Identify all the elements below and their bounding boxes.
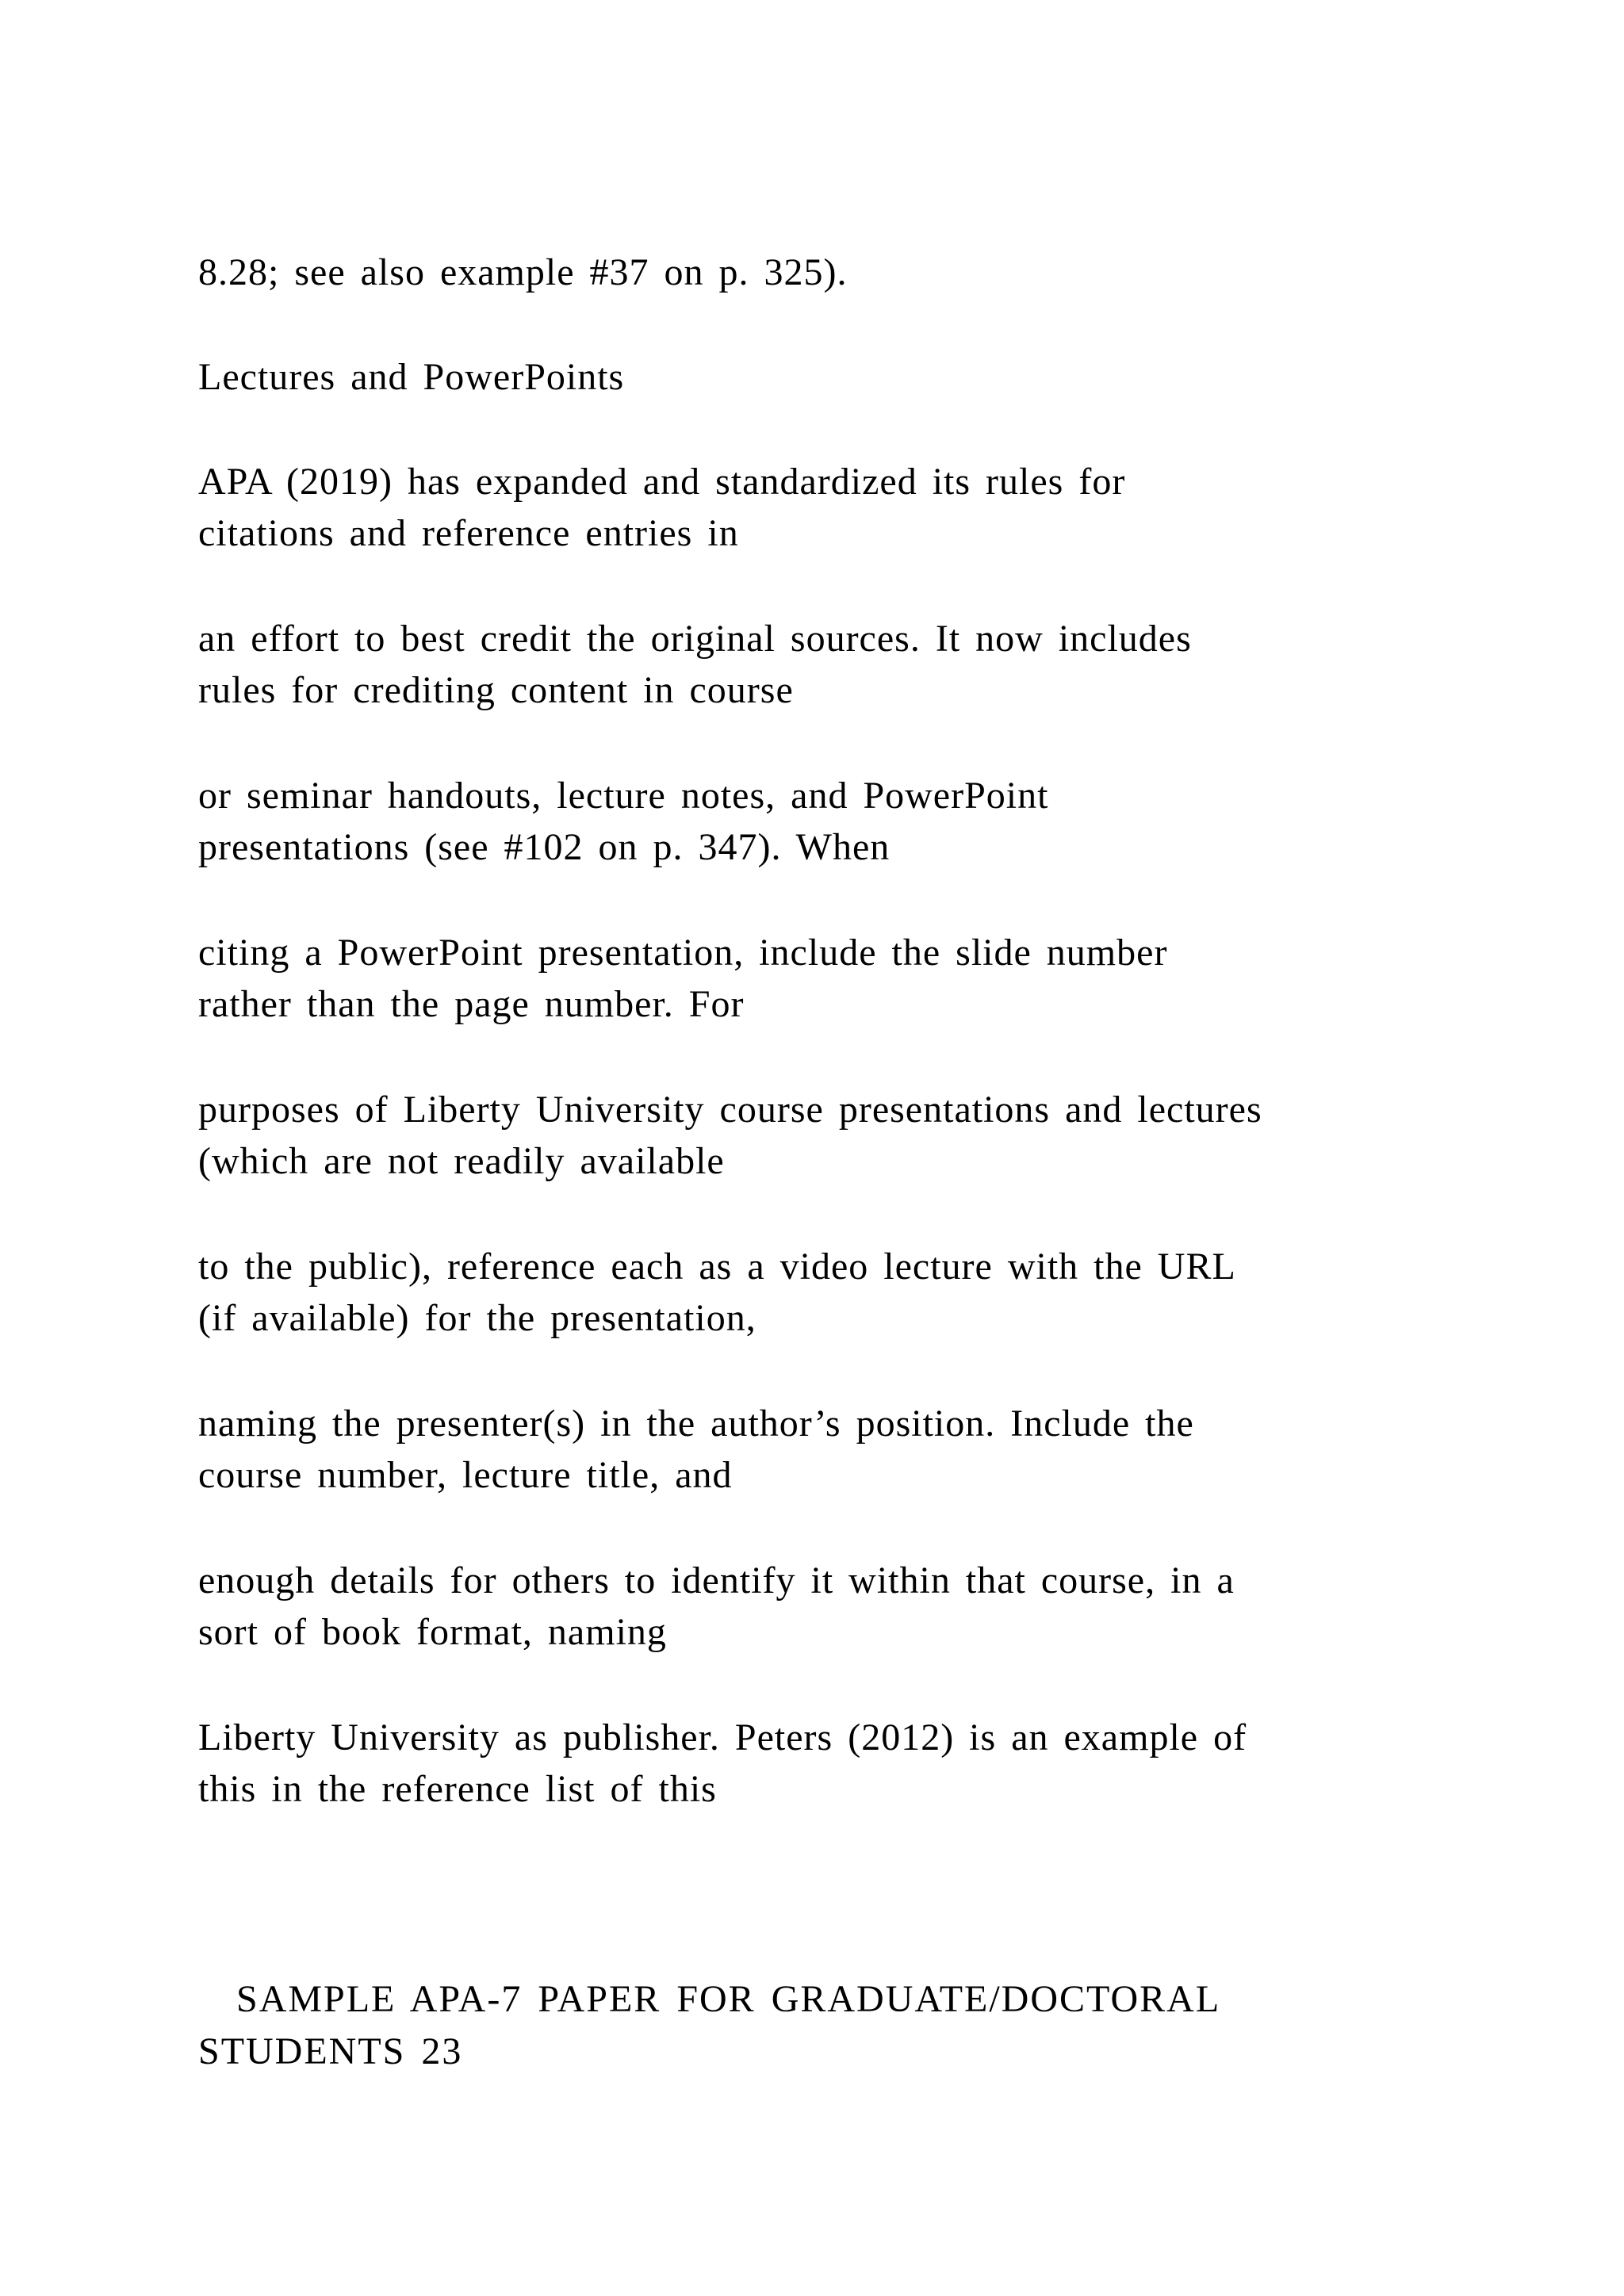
running-head: SAMPLE APA-7 PAPER FOR GRADUATE/DOCTORAL xyxy=(236,1978,1221,2020)
text-line: rather than the page number. For xyxy=(198,983,745,1025)
text-line: to the public), reference each as a video lecture with the URL xyxy=(198,1246,1236,1288)
running-head-page-number: STUDENTS 23 xyxy=(198,2030,463,2072)
text-line: Liberty University as publisher. Peters (2012) is an example of xyxy=(198,1716,1247,1758)
text-line: (if available) for the presentation, xyxy=(198,1297,756,1339)
text-line: naming the presenter(s) in the author’s position. Include the xyxy=(198,1402,1194,1445)
text-line: enough details for others to identify it within that course, in a xyxy=(198,1559,1235,1601)
text-line: sort of book format, naming xyxy=(198,1611,667,1653)
text-line: 8.28; see also example #37 on p. 325). xyxy=(198,251,848,293)
text-line: course number, lecture title, and xyxy=(198,1454,733,1496)
text-line: an effort to best credit the original sources. It now includes xyxy=(198,618,1192,660)
text-line: rules for crediting content in course xyxy=(198,669,794,711)
text-line: or seminar handouts, lecture notes, and PowerPoint xyxy=(198,775,1049,817)
section-heading: Lectures and PowerPoints xyxy=(198,356,625,398)
text-line: citations and reference entries in xyxy=(198,512,739,554)
text-line: purposes of Liberty University course presentations and lectures xyxy=(198,1089,1262,1131)
text-line: APA (2019) has expanded and standardized its rules for xyxy=(198,461,1126,503)
text-line: citing a PowerPoint presentation, include the slide number xyxy=(198,932,1168,974)
text-line: this in the reference list of this xyxy=(198,1768,717,1810)
text-line: presentations (see #102 on p. 347). When xyxy=(198,826,891,868)
text-line: (which are not readily available xyxy=(198,1140,725,1182)
